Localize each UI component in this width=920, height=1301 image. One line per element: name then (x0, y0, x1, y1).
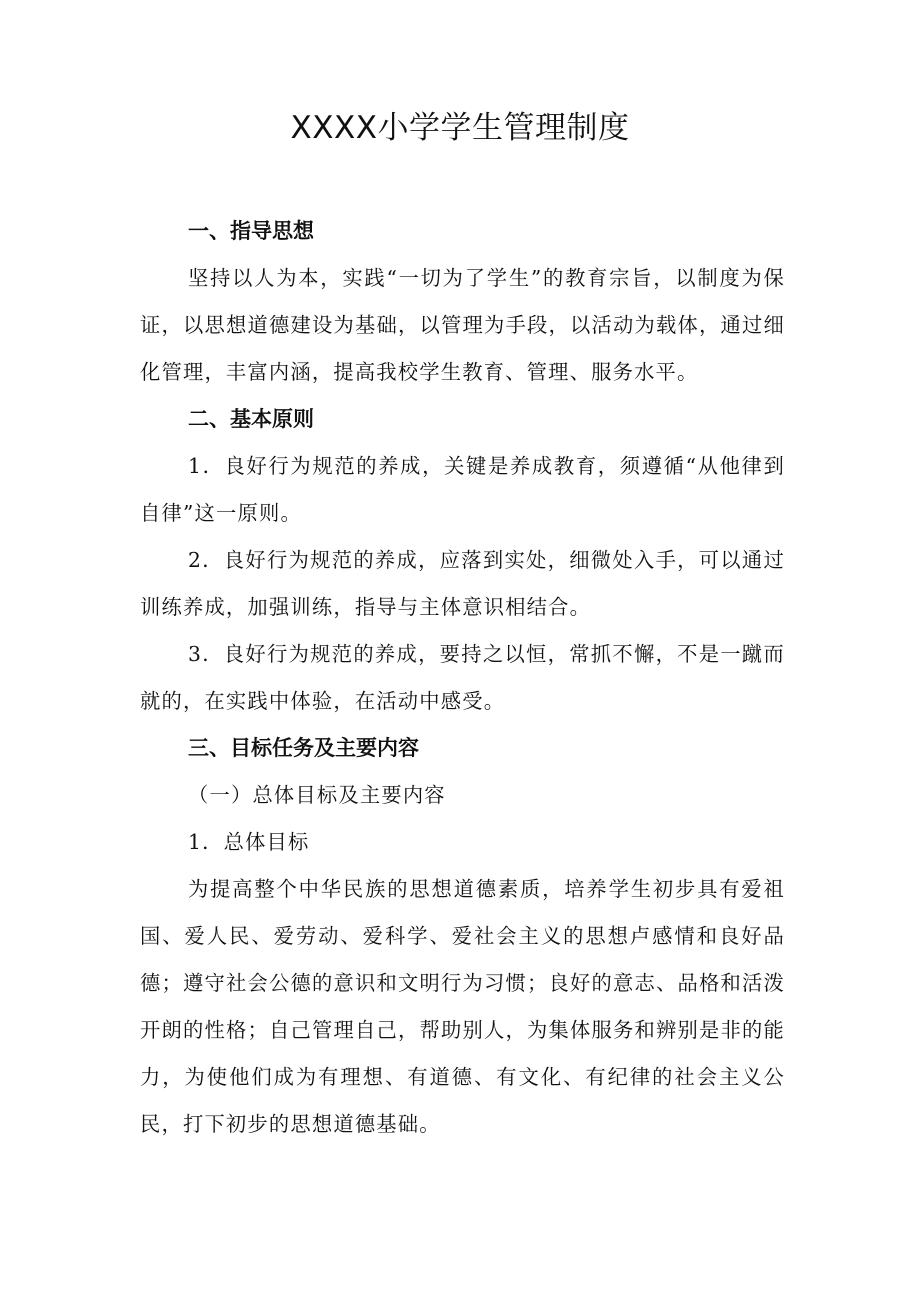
subsection-heading-overall-goals: （一）总体目标及主要内容 (188, 783, 446, 807)
document-title: XXXX小学学生管理制度 (290, 110, 630, 146)
item-label-overall-goal: 1．总体目标 (188, 830, 310, 854)
paragraph-guiding-thought: 坚持以人为本，实践“一切为了学生”的教育宗旨，以制度为保证，以思想道德建设为基础，以管理为手段，以活动为载体，通过细化管理，丰富内涵，提高我校学生教育、管理、服务水平。 (140, 266, 785, 384)
paragraph-principle-1: 1．良好行为规范的养成，关键是养成教育，须遵循“从他律到自律”这一原则。 (140, 454, 785, 525)
paragraph-principle-2: 2．良好行为规范的养成，应落到实处，细微处入手，可以通过训练养成，加强训练，指导与主体意识相结合。 (140, 548, 785, 619)
document-body (140, 208, 785, 1148)
section-heading-basic-principles: 二、基本原则 (188, 407, 314, 431)
paragraph-principle-3: 3．良好行为规范的养成，要持之以恒，常抓不懈，不是一蹴而就的，在实践中体验，在活动中感受。 (140, 642, 785, 713)
paragraph-overall-goal: 为提高整个中华民族的思想道德素质，培养学生初步具有爱祖国、爱人民、爱劳动、爱科学、爱社会主义的思想卢感情和良好品德；遵守社会公德的意识和文明行为习惯；良好的意志、品格和活泼开朗的性格；自己管理自己，帮助别人，为集体服务和辨别是非的能力，为使他们成为有理想、有道德、有文化、有纪律的社会主义公民，打下初步的思想道德基础。 (140, 877, 785, 1136)
section-heading-goals-tasks: 三、目标任务及主要内容 (188, 736, 419, 760)
section-heading-guiding-thought: 一、指导思想 (188, 219, 314, 243)
